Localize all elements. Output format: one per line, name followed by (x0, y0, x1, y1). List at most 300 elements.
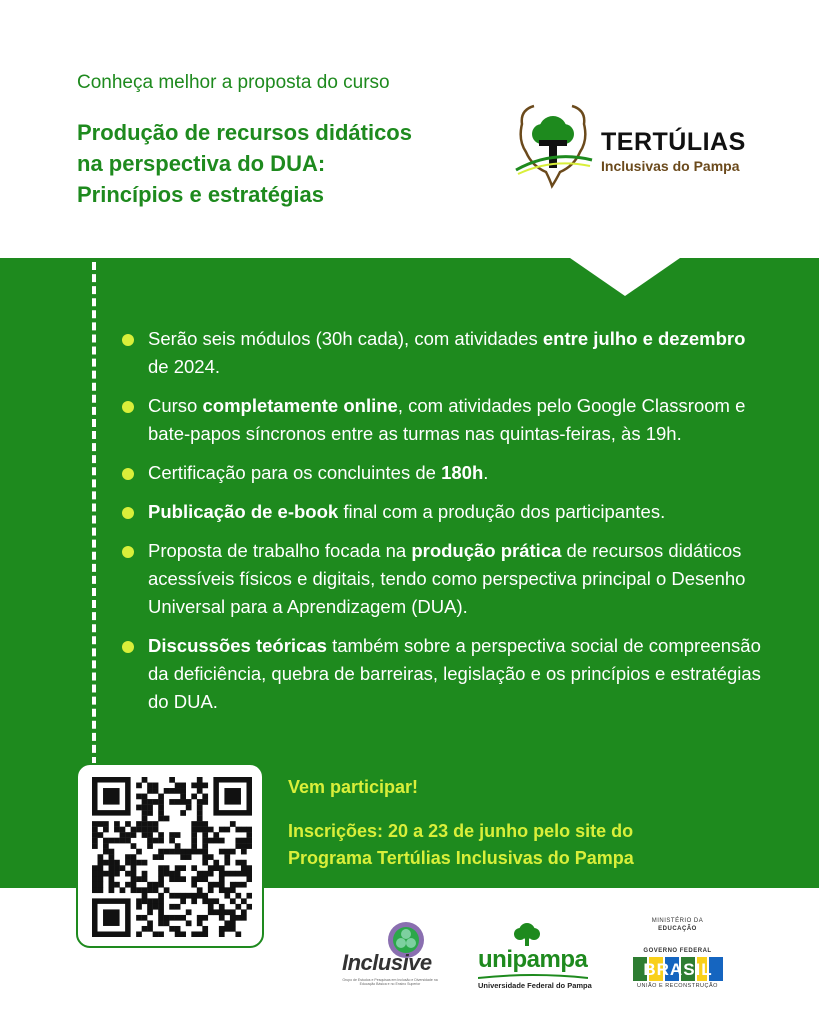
qr-module (246, 843, 252, 849)
qr-module (114, 821, 120, 827)
qr-module (175, 904, 181, 910)
text: Proposta de trabalho focada na (148, 540, 412, 561)
qr-module (235, 860, 241, 866)
qr-module (241, 827, 247, 833)
inclusive-logo (340, 920, 438, 995)
qr-module (197, 810, 203, 816)
qr-module (224, 871, 230, 877)
qr-module (169, 788, 175, 794)
qr-module (224, 887, 230, 893)
qr-module (197, 871, 203, 877)
qr-module (180, 893, 186, 899)
qr-module (197, 799, 203, 805)
qr-module (158, 898, 164, 904)
qr-module (142, 827, 148, 833)
qr-module (202, 860, 208, 866)
qr-module (103, 843, 109, 849)
qr-module (219, 904, 225, 910)
qr-module (103, 821, 109, 827)
bold-text: Publicação de e-book (148, 501, 339, 522)
qr-module (92, 838, 98, 844)
qr-module (169, 777, 175, 783)
feature-list (122, 325, 762, 727)
unipampa-underline (478, 974, 588, 980)
qr-module (92, 821, 98, 827)
qr-module (131, 865, 137, 871)
list-item (122, 537, 762, 621)
panel-notch (0, 258, 819, 298)
qr-module (120, 887, 126, 893)
qr-module (131, 843, 137, 849)
text: também sobre a perspectiva social de compreensão da deficiência, quebra de barreiras, legislação e os princípios e estratégias do DUA. (148, 635, 761, 712)
list-item (122, 392, 762, 448)
qr-finder (224, 788, 241, 805)
qr-module (241, 882, 247, 888)
qr-module (142, 777, 148, 783)
qr-module (158, 849, 164, 855)
qr-module (197, 783, 203, 789)
qr-module (230, 920, 236, 926)
qr-code-card[interactable] (76, 763, 264, 948)
qr-module (136, 849, 142, 855)
qr-module (142, 887, 148, 893)
qr-module (142, 871, 148, 877)
qr-module (103, 838, 109, 844)
qr-module (158, 810, 164, 816)
qr-module (131, 887, 137, 893)
qr-module (208, 898, 214, 904)
qr-module (125, 838, 131, 844)
qr-module (241, 838, 247, 844)
qr-module (202, 893, 208, 899)
qr-module (219, 887, 225, 893)
qr-module (147, 920, 153, 926)
qr-module (98, 876, 104, 882)
qr-module (219, 827, 225, 833)
qr-module (147, 904, 153, 910)
qr-module (92, 876, 98, 882)
qr-module (202, 838, 208, 844)
qr-module (142, 794, 148, 800)
qr-module (147, 810, 153, 816)
qr-module (109, 882, 115, 888)
qr-module (219, 871, 225, 877)
qr-module (202, 799, 208, 805)
qr-module (92, 843, 98, 849)
list-item (122, 459, 762, 487)
qr-module (158, 920, 164, 926)
qr-module (175, 876, 181, 882)
qr-module (142, 810, 148, 816)
qr-module (147, 838, 153, 844)
qr-module (153, 904, 159, 910)
text: . (483, 462, 489, 483)
qr-module (158, 882, 164, 888)
qr-module (202, 871, 208, 877)
qr-module (131, 876, 137, 882)
dashed-divider (92, 262, 96, 765)
qr-module (180, 788, 186, 794)
bold-text: entre julho e dezembro (542, 328, 746, 349)
qr-code[interactable] (92, 777, 252, 937)
qr-module (136, 898, 142, 904)
qr-module (153, 799, 159, 805)
qr-module (158, 854, 164, 860)
qr-module (169, 838, 175, 844)
qr-module (147, 788, 153, 794)
qr-module (109, 887, 115, 893)
page-title (77, 117, 497, 210)
qr-module (235, 904, 241, 910)
qr-module (131, 882, 137, 888)
enrollment-line: Programa Tertúlias Inclusivas do Pampa (288, 848, 634, 868)
qr-module (191, 865, 197, 871)
qr-module (230, 915, 236, 921)
qr-module (224, 849, 230, 855)
qr-module (131, 860, 137, 866)
qr-module (197, 915, 203, 921)
qr-module (169, 876, 175, 882)
qr-module (230, 849, 236, 855)
qr-module (147, 805, 153, 811)
qr-module (92, 827, 98, 833)
title-line: na perspectiva do DUA: (77, 151, 326, 176)
qr-module (147, 832, 153, 838)
qr-module (175, 832, 181, 838)
qr-module (164, 871, 170, 877)
qr-module (246, 865, 252, 871)
qr-module (131, 871, 137, 877)
qr-module (241, 860, 247, 866)
qr-module (235, 915, 241, 921)
qr-module (235, 931, 241, 937)
qr-module (213, 898, 219, 904)
qr-module (169, 915, 175, 921)
qr-module (180, 810, 186, 816)
qr-module (136, 794, 142, 800)
text: de 2024. (148, 356, 221, 377)
qr-module (158, 931, 164, 937)
bullet-dot-icon (122, 507, 134, 519)
qr-module (180, 794, 186, 800)
qr-module (219, 909, 225, 915)
qr-module (153, 783, 159, 789)
qr-module (224, 860, 230, 866)
qr-module (230, 882, 236, 888)
qr-module (246, 827, 252, 833)
qr-module (230, 871, 236, 877)
bullet-dot-icon (122, 334, 134, 346)
qr-module (175, 799, 181, 805)
qr-module (208, 904, 214, 910)
qr-module (164, 915, 170, 921)
qr-module (142, 926, 148, 932)
qr-module (120, 838, 126, 844)
qr-module (136, 887, 142, 893)
qr-module (158, 799, 164, 805)
qr-module (164, 920, 170, 926)
qr-module (169, 832, 175, 838)
qr-module (142, 805, 148, 811)
text: de recursos didáticos acessíveis físicos e digitais, tendo como perspectiva principal o Desenho Universal para a Aprendizagem (DUA). (148, 540, 746, 617)
qr-module (158, 816, 164, 822)
qr-module (202, 898, 208, 904)
qr-module (197, 821, 203, 827)
qr-module (197, 876, 203, 882)
qr-module (213, 860, 219, 866)
text: Serão seis módulos (30h cada), com atividades (148, 328, 543, 349)
qr-module (202, 783, 208, 789)
qr-module (175, 893, 181, 899)
qr-module (246, 838, 252, 844)
qr-module (180, 898, 186, 904)
unipampa-wordmark: unipampa (478, 946, 588, 973)
qr-module (175, 926, 181, 932)
qr-module (186, 909, 192, 915)
qr-module (131, 854, 137, 860)
unipampa-logo (472, 920, 597, 995)
qr-module (191, 827, 197, 833)
qr-module (169, 799, 175, 805)
qr-module (98, 832, 104, 838)
qr-module (147, 799, 153, 805)
qr-module (120, 827, 126, 833)
qr-module (136, 876, 142, 882)
qr-module (169, 849, 175, 855)
qr-module (158, 893, 164, 899)
qr-module (114, 860, 120, 866)
qr-module (197, 788, 203, 794)
qr-module (164, 865, 170, 871)
qr-module (142, 799, 148, 805)
qr-module (131, 832, 137, 838)
qr-module (98, 887, 104, 893)
qr-module (158, 832, 164, 838)
qr-module (208, 865, 214, 871)
qr-module (191, 898, 197, 904)
qr-module (136, 827, 142, 833)
qr-module (147, 843, 153, 849)
qr-module (153, 838, 159, 844)
qr-module (235, 893, 241, 899)
qr-module (103, 871, 109, 877)
qr-module (191, 794, 197, 800)
qr-module (224, 827, 230, 833)
qr-module (235, 838, 241, 844)
qr-module (158, 805, 164, 811)
qr-module (224, 893, 230, 899)
qr-module (186, 893, 192, 899)
qr-module (142, 915, 148, 921)
qr-module (235, 827, 241, 833)
qr-module (136, 783, 142, 789)
qr-module (197, 931, 203, 937)
qr-module (197, 827, 203, 833)
qr-module (235, 882, 241, 888)
list-item (122, 498, 762, 526)
qr-module (230, 821, 236, 827)
qr-module (158, 838, 164, 844)
qr-module (153, 827, 159, 833)
brasil-text: BRASIL (643, 960, 713, 979)
qr-module (208, 827, 214, 833)
qr-module (219, 838, 225, 844)
text: final com a produção dos participantes. (338, 501, 666, 522)
qr-module (169, 904, 175, 910)
qr-module (98, 865, 104, 871)
qr-module (125, 882, 131, 888)
gov-motto: UNIÃO E RECONSTRUÇÃO (637, 983, 718, 989)
qr-module (235, 843, 241, 849)
bullet-dot-icon (122, 468, 134, 480)
qr-module (114, 827, 120, 833)
qr-module (92, 871, 98, 877)
qr-module (180, 931, 186, 937)
qr-module (136, 860, 142, 866)
qr-module (103, 849, 109, 855)
text: Certificação para os concluintes de (148, 462, 442, 483)
qr-module (153, 887, 159, 893)
bold-text: Discussões teóricas (148, 635, 327, 656)
qr-module (92, 882, 98, 888)
qr-module (92, 887, 98, 893)
qr-module (114, 838, 120, 844)
qr-module (246, 893, 252, 899)
qr-module (153, 854, 159, 860)
qr-module (169, 893, 175, 899)
qr-module (175, 865, 181, 871)
qr-module (147, 821, 153, 827)
qr-module (180, 865, 186, 871)
unipampa-tree-icon (512, 922, 542, 946)
qr-module (158, 865, 164, 871)
qr-module (213, 865, 219, 871)
qr-module (164, 849, 170, 855)
title-line: Princípios e estratégias (77, 182, 324, 207)
qr-module (197, 887, 203, 893)
qr-module (246, 876, 252, 882)
qr-module (208, 909, 214, 915)
qr-module (191, 893, 197, 899)
qr-module (142, 860, 148, 866)
ministry-line: MINISTÉRIO DA (651, 918, 704, 924)
qr-module (230, 887, 236, 893)
gov-logo (625, 917, 730, 997)
qr-module (109, 876, 115, 882)
qr-module (191, 931, 197, 937)
qr-module (202, 849, 208, 855)
qr-module (158, 909, 164, 915)
qr-module (219, 849, 225, 855)
qr-module (191, 783, 197, 789)
qr-module (142, 821, 148, 827)
qr-module (197, 777, 203, 783)
qr-module (109, 860, 115, 866)
qr-module (246, 832, 252, 838)
qr-module (219, 865, 225, 871)
qr-module (98, 882, 104, 888)
qr-module (109, 865, 115, 871)
qr-module (208, 871, 214, 877)
qr-module (92, 865, 98, 871)
qr-module (109, 854, 115, 860)
qr-module (219, 882, 225, 888)
bullet-dot-icon (122, 401, 134, 413)
qr-module (120, 865, 126, 871)
qr-module (103, 860, 109, 866)
qr-module (241, 871, 247, 877)
qr-module (175, 931, 181, 937)
qr-module (98, 860, 104, 866)
qr-module (158, 904, 164, 910)
qr-module (147, 898, 153, 904)
list-item (122, 632, 762, 716)
qr-module (241, 865, 247, 871)
qr-module (219, 915, 225, 921)
qr-module (175, 788, 181, 794)
qr-module (202, 931, 208, 937)
qr-module (169, 926, 175, 932)
qr-module (230, 898, 236, 904)
list-item (122, 325, 762, 381)
qr-module (153, 898, 159, 904)
qr-finder (103, 909, 120, 926)
qr-module (142, 876, 148, 882)
qr-module (191, 821, 197, 827)
qr-module (175, 871, 181, 877)
qr-module (202, 926, 208, 932)
enrollment-line: Inscrições: 20 a 23 de junho pelo site do (288, 821, 634, 841)
qr-module (191, 832, 197, 838)
qr-module (186, 799, 192, 805)
qr-module (208, 854, 214, 860)
qr-module (175, 849, 181, 855)
qr-module (191, 882, 197, 888)
qr-module (103, 827, 109, 833)
bold-text: 180h (441, 462, 484, 483)
qr-module (175, 783, 181, 789)
text: Curso (148, 395, 203, 416)
qr-module (131, 827, 137, 833)
qr-module (147, 882, 153, 888)
tertulias-logo (512, 100, 772, 195)
text: , com atividades pelo Google Classroom e bate-papos síncronos entre as turmas nas quintas-feiras, às 19h. (148, 395, 746, 444)
qr-module (92, 832, 98, 838)
qr-module (213, 838, 219, 844)
qr-module (136, 931, 142, 937)
unipampa-subtitle: Universidade Federal do Pampa (478, 981, 592, 990)
qr-module (142, 898, 148, 904)
qr-module (98, 871, 104, 877)
qr-module (180, 799, 186, 805)
qr-module (125, 854, 131, 860)
qr-module (164, 816, 170, 822)
qr-module (202, 794, 208, 800)
qr-module (208, 887, 214, 893)
qr-module (202, 827, 208, 833)
inclusive-wordmark: Inclusive (342, 950, 432, 975)
qr-module (202, 915, 208, 921)
qr-module (98, 854, 104, 860)
qr-module (98, 821, 104, 827)
qr-module (180, 849, 186, 855)
qr-module (208, 882, 214, 888)
qr-module (136, 821, 142, 827)
qr-module (114, 865, 120, 871)
qr-module (158, 876, 164, 882)
qr-module (147, 926, 153, 932)
qr-module (213, 882, 219, 888)
